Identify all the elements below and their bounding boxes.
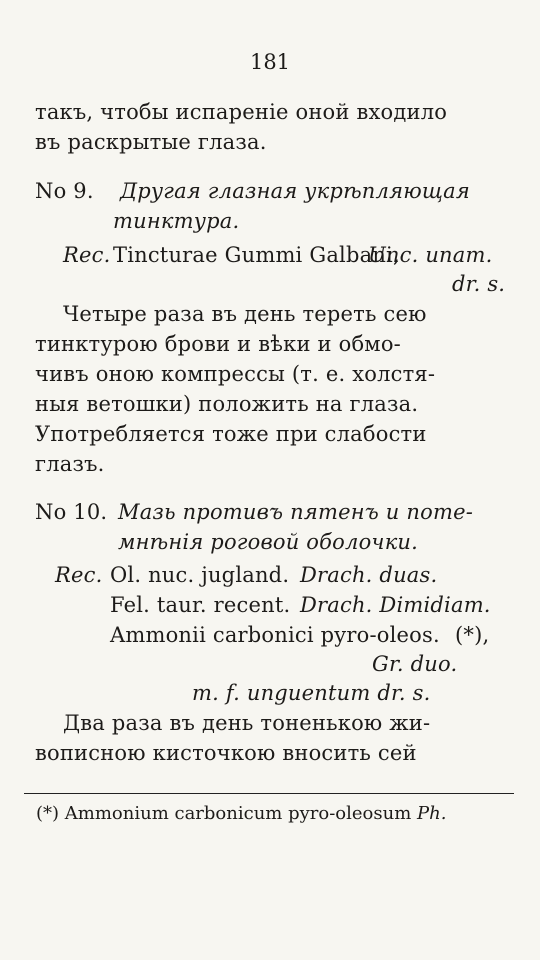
- dose: Drach. duas.: [300, 563, 438, 587]
- recipe-title: тинктура.: [113, 209, 240, 233]
- footnote-divider: [24, 793, 514, 794]
- footnote-ref: (*),: [455, 623, 490, 647]
- footnote-abbrev: Ph.: [417, 803, 447, 824]
- text-line: Четыре раза въ день тереть сею: [63, 302, 427, 326]
- instruction: m. f. unguentum dr. s.: [192, 681, 431, 705]
- dose: Drach. Dimidiam.: [300, 593, 491, 617]
- ingredient: Tincturae Gummi Galbani,: [113, 243, 400, 267]
- text-line: глазъ.: [35, 452, 105, 476]
- text-line: тинктурою брови и вѣки и обмо-: [35, 332, 401, 356]
- recipe-title: Другая глазная укрѣпляющая: [120, 179, 470, 203]
- footnote: [36, 803, 446, 824]
- ingredient: Ol. nuc. jugland.: [110, 563, 290, 587]
- rec-label: Rec.: [63, 243, 111, 267]
- footnote-marker: (*): [36, 803, 60, 824]
- text-line: вописною кисточкою вносить сей: [35, 741, 417, 765]
- ingredient: Ammonii carbonici pyro-oleos.: [110, 623, 440, 647]
- dose: Unc. unam.: [368, 243, 493, 267]
- text-line: такъ, чтобы испареніе оной входило: [35, 100, 448, 124]
- text-line: въ раскрытые глаза.: [35, 130, 267, 154]
- recipe-number: No 10.: [35, 500, 108, 524]
- page-number: 181: [249, 50, 291, 74]
- text-line: чивъ оною компрессы (т. е. холстя-: [35, 362, 436, 386]
- recipe-title: мнѣнія роговой оболочки.: [118, 530, 419, 554]
- text-line: Употребляется тоже при слабости: [35, 422, 427, 446]
- text-line: Два раза въ день тоненькою жи-: [63, 711, 431, 735]
- recipe-number: No 9.: [35, 179, 94, 203]
- dose: Gr. duo.: [372, 652, 458, 676]
- ingredient: Fel. taur. recent.: [110, 593, 291, 617]
- rec-label: Rec.: [55, 563, 103, 587]
- recipe-title: Мазь противъ пятенъ и поте-: [118, 500, 474, 524]
- text-line: ныя ветошки) положить на глаза.: [35, 392, 419, 416]
- footnote-text: Ammonium carbonicum pyro-oleosum: [64, 803, 412, 824]
- dose: dr. s.: [452, 272, 506, 296]
